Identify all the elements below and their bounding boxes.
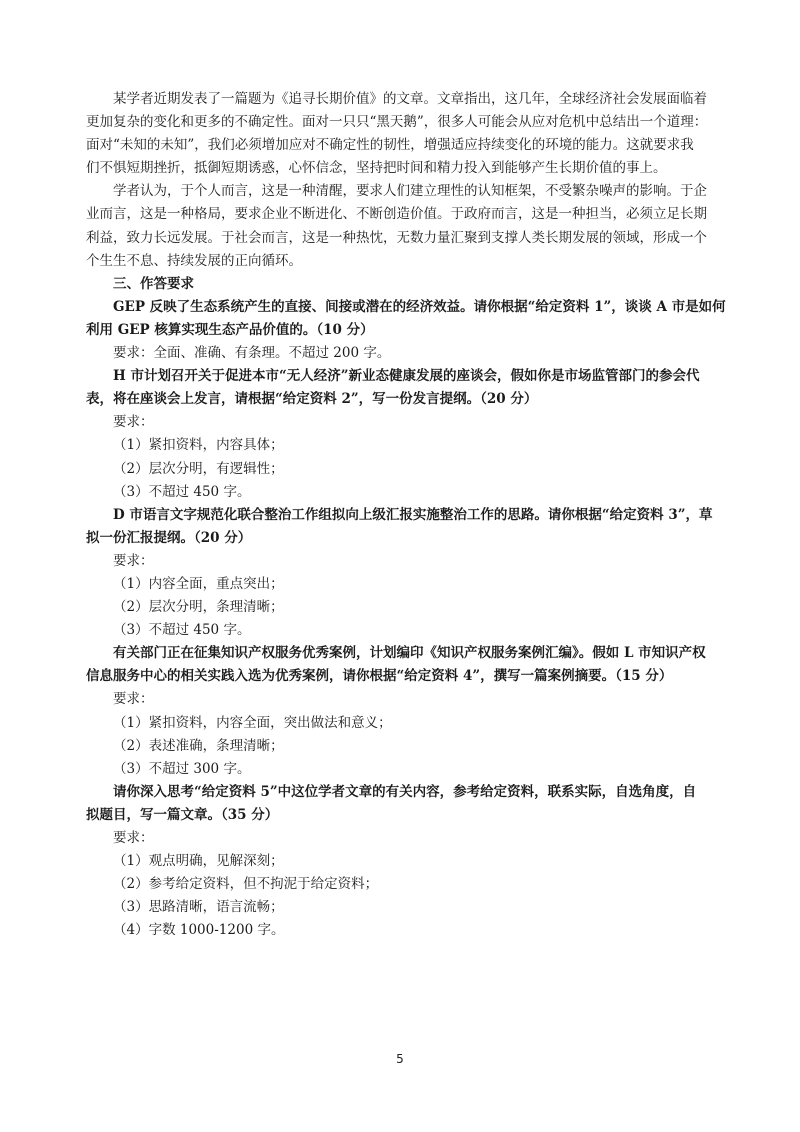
question-text: 有关部门正在征集知识产权服务优秀案例，计划编印《知识产权服务案例汇编》。假如 L 市知识产权 <box>113 645 706 662</box>
question-text: D 市语言文字规范化联合整治工作组拟向上级汇报实施整治工作的思路。请你根据“给定资料 3”，草 <box>113 506 713 523</box>
page-number: 5 <box>396 1052 404 1066</box>
text-line: 学者认为，于个人而言，这是一种清醒，要求人们建立理性的认知框架，不受繁杂噪声的影响。于企 <box>113 183 707 200</box>
requirement-item: （1）紧扣资料，内容具体； <box>113 437 284 454</box>
section-title: 三、作答要求 <box>113 275 194 292</box>
requirement-text: 要求：全面、准确、有条理。不超过 200 字。 <box>113 345 391 362</box>
requirement-label: 要求： <box>113 414 154 431</box>
passage-paragraph-2 <box>86 180 732 272</box>
question-text: GEP 反映了生态系统产生的直接、间接或潜在的经济效益。请你根据“给定资料 1”，谈谈 A 市是如何 <box>113 298 726 315</box>
requirement-item: （3）不超过 300 字。 <box>113 760 251 777</box>
requirement-item: （3）不超过 450 字。 <box>113 483 251 500</box>
requirement-item: （3）不超过 450 字。 <box>113 622 251 639</box>
text-line: 个生生不息、持续发展的正向循环。 <box>86 252 302 269</box>
requirement-item: （2）表述准确，条理清晰； <box>113 737 284 754</box>
requirement-item: （1）观点明确，见解深刻； <box>113 853 284 870</box>
passage-paragraph-1 <box>86 88 732 180</box>
question-1 <box>86 296 732 365</box>
text-line: 面对“未知的未知”，我们必须增加应对不确定性的韧性，增强适应持续变化的环境的能力。这就要求我 <box>86 137 694 154</box>
text-line: 们不惧短期挫折，抵御短期诱惑，心怀信念，坚持把时间和精力投入到能够产生长期价值的事上。 <box>86 160 667 177</box>
requirement-label: 要求： <box>113 552 154 569</box>
question-text: 表，将在座谈会上发言，请根据“给定资料 2”，写一份发言提纲。（20 分） <box>86 391 538 408</box>
text-line: 某学者近期发表了一篇题为《追寻长期价值》的文章。文章指出，这几年，全球经济社会发展面临着 <box>113 91 707 107</box>
requirement-item: （2）层次分明，有逻辑性； <box>113 460 284 477</box>
question-2 <box>86 365 732 504</box>
question-text: 拟一份汇报提纲。（20 分） <box>86 529 252 546</box>
requirement-item: （1）内容全面，重点突出； <box>113 575 284 592</box>
text-line: 利益，致力长远发展。于社会而言，这是一种热忱，无数力量汇聚到支撑人类长期发展的领域，形成一个 <box>86 229 707 246</box>
requirement-label: 要求： <box>113 691 154 708</box>
requirement-item: （3）思路清晰，语言流畅； <box>113 899 284 916</box>
question-4 <box>86 642 732 781</box>
requirement-item: （2）层次分明，条理清晰； <box>113 599 284 616</box>
page-content <box>86 88 732 942</box>
requirement-item: （2）参考给定资料，但不拘泥于给定资料； <box>113 876 379 893</box>
question-text: 请你深入思考“给定资料 5”中这位学者文章的有关内容，参考给定资料，联系实际，自选角度，自 <box>113 783 697 800</box>
text-line: 业而言，这是一种格局，要求企业不断进化、不断创造价值。于政府而言，这是一种担当，必须立足长期 <box>86 206 707 223</box>
requirement-item: （1）紧扣资料，内容全面，突出做法和意义； <box>113 714 392 731</box>
requirement-item: （4）字数 1000-1200 字。 <box>113 922 285 939</box>
question-text: 信息服务中心的相关实践入选为优秀案例，请你根据“给定资料 4”，撰写一篇案例摘要。（15 分） <box>86 668 673 685</box>
question-text: 拟题目，写一篇文章。（35 分） <box>86 806 279 823</box>
requirement-label: 要求： <box>113 830 154 846</box>
question-text: 利用 GEP 核算实现生态产品价值的。（10 分） <box>86 321 374 338</box>
question-text: H 市计划召开关于促进本市“无人经济”新业态健康发展的座谈会，假如你是市场监管部门的参会代 <box>113 368 700 385</box>
question-5 <box>86 781 732 943</box>
text-line: 更加复杂的变化和更多的不确定性。面对一只只“黑天鹅”，很多人可能会从应对危机中总结出一个道理： <box>86 114 708 131</box>
question-3 <box>86 504 732 643</box>
